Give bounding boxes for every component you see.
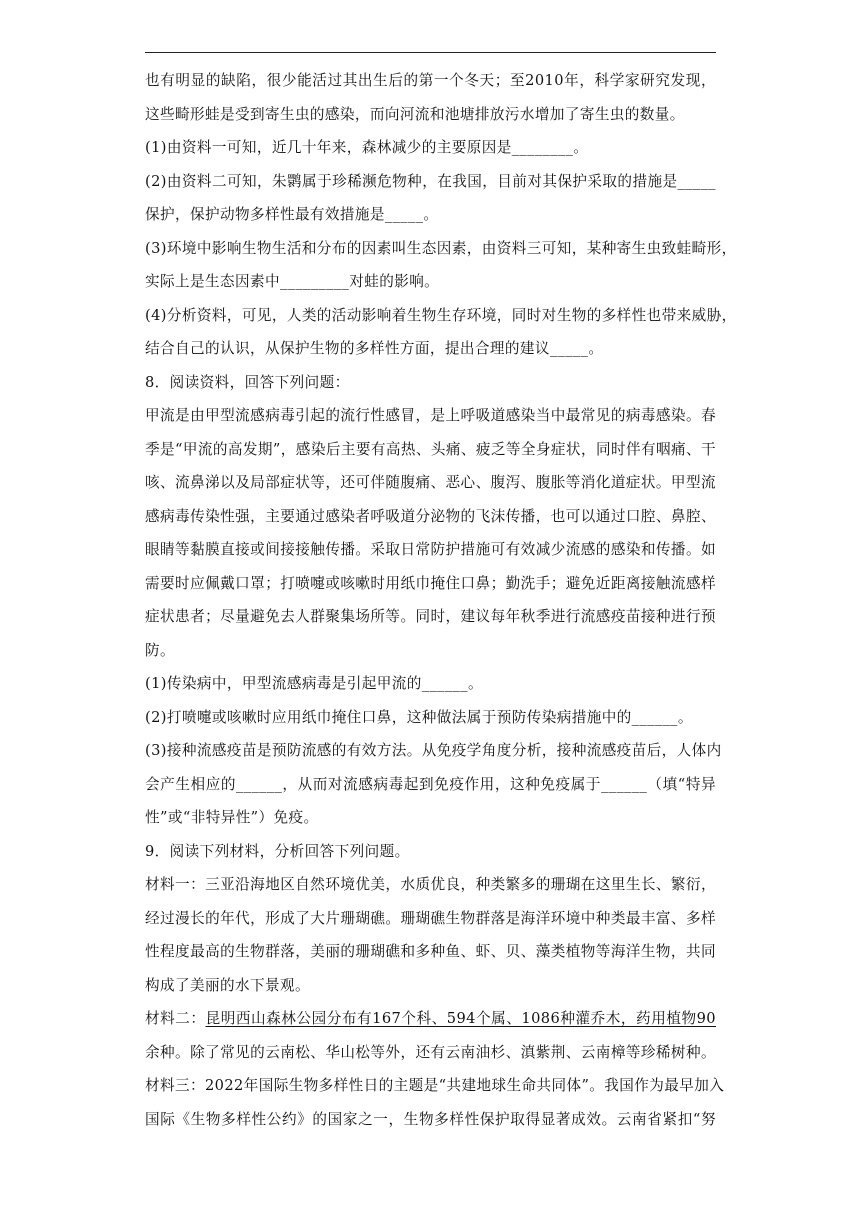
text-line: 季是“甲流的高发期”，感染后主要有高热、头痛、疲乏等全身症状，同时伴有咽痛、干	[145, 440, 716, 458]
text-line: (2)打喷嚏或咳嗽时应用纸巾掩住口鼻，这种做法属于预防传染病措施中的______。	[145, 708, 693, 726]
text-line	[145, 1002, 716, 1036]
text-line: 这些畸形蛙是受到寄生虫的感染，而向河流和池塘排放污水增加了寄生虫的数量。	[145, 105, 685, 123]
text-line: 经过漫长的年代，形成了大片珊瑚礁。珊瑚礁生物群落是海洋环境中种类最丰富、多样	[145, 909, 716, 927]
text-line: 甲流是由甲型流感病毒引起的流行性感冒，是上呼吸道感染当中最常见的病毒感染。春	[145, 407, 716, 424]
text-line: 保护，保护动物多样性最有效措施是_____。	[145, 206, 439, 223]
text-line: 构成了美丽的水下景观。	[145, 976, 310, 994]
text-line: 需要时应佩戴口罩；打喷嚏或咳嗽时用纸巾掩住口鼻；勤洗手；避免近距离接触流感样	[145, 574, 716, 592]
text-line: 9．阅读下列材料，分析回答下列问题。	[145, 842, 410, 860]
text-line: 性”或“非特异性”）免疫。	[145, 809, 319, 826]
text-line: 材料三：2022年国际生物多样性日的主题是“共建地球生命共同体”。我国作为最早加入	[145, 1077, 725, 1094]
text-line: 结合自己的认识，从保护生物的多样性方面，提出合理的建议_____。	[145, 340, 604, 357]
text-line: (3)环境中影响生物生活和分布的因素叫生态因素，由资料三可知，某种寄生虫致蛙畸形，	[145, 239, 737, 257]
text-line: 材料一：三亚沿海地区自然环境优美，水质优良，种类繁多的珊瑚在这里生长、繁衍，	[145, 876, 716, 893]
underlined-text: 昆明西山森林公园分布有167个科、594个属、1086种灌乔木，药用植物90	[205, 1010, 716, 1027]
text-line: 性程度最高的生物群落，美丽的珊瑚礁和多种鱼、虾、贝、藻类植物等海洋生物，共同	[145, 943, 716, 960]
text-line: 会产生相应的______，从而对流感病毒起到免疫作用，这种免疫属于______（填“特异	[145, 775, 716, 793]
document-body	[145, 64, 737, 1136]
text-line: 咳、流鼻涕以及局部症状等，还可伴随腹痛、恶心、腹泻、腹胀等消化道症状。甲型流	[145, 474, 716, 491]
material-label: 材料二：	[145, 1010, 206, 1027]
text-line: 眼睛等黏膜直接或间接接触传播。采取日常防护措施可有效减少流感的感染和传播。如	[145, 541, 716, 558]
text-line: 8．阅读资料，回答下列问题：	[145, 373, 350, 391]
text-line: (3)接种流感疫苗是预防流感的有效方法。从免疫学角度分析，接种流感疫苗后，人体内	[145, 742, 722, 759]
text-line: (2)由资料二可知，朱鹮属于珍稀濒危物种，在我国，目前对其保护采取的措施是_____	[145, 172, 716, 190]
text-line: 国际《生物多样性公约》的国家之一，生物多样性保护取得显著成效。云南省紧扣“努	[145, 1110, 716, 1128]
text-line: (4)分析资料，可见，人类的活动影响着生物生存环境，同时对生物的多样性也带来威胁，	[145, 306, 737, 324]
text-line: 防。	[145, 641, 175, 659]
text-line: 症状患者；尽量避免去人群聚集场所等。同时，建议每年秋季进行流感疫苗接种进行预	[145, 608, 716, 625]
text-line: 实际上是生态因素中_________对蛙的影响。	[145, 273, 440, 290]
text-line: (1)传染病中，甲型流感病毒是引起甲流的______。	[145, 675, 483, 692]
text-line: (1)由资料一可知，近几十年来，森林减少的主要原因是________。	[145, 139, 589, 156]
header-rule	[145, 52, 716, 53]
text-line: 感病毒传染性强，主要通过感染者呼吸道分泌物的飞沫传播，也可以通过口腔、鼻腔、	[145, 507, 716, 525]
text-line: 余种。除了常见的云南松、华山松等外，还有云南油杉、滇紫荆、云南樟等珍稀树种。	[145, 1043, 716, 1061]
text-line: 也有明显的缺陷，很少能活过其出生后的第一个冬天；至2010年，科学家研究发现，	[145, 72, 716, 89]
